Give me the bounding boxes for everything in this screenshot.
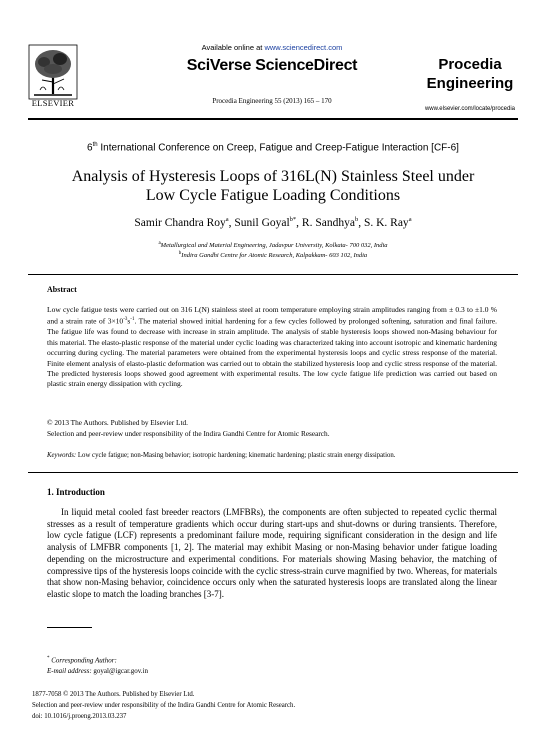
journal-title-line1: Procedia — [438, 56, 502, 73]
elsevier-tree-logo-icon — [28, 44, 78, 100]
available-online-line — [0, 43, 544, 52]
abstract-top-rule — [28, 274, 518, 275]
abstract-text: Low cycle fatigue tests were carried out on 316 L(N) stainless steel at room temperature employing strain amplitudes ranging from ± 0.3 to ±1.0 % and a strain rate of $3\times 10^{-3}s^{-1}$. The material showed initial hardening for a few cycles followed by prolonged softening, saturation and final failure. The fatigue life was found to decrease with increase in strain amplitude. The analysis of stable hysteresis loops showed non-Masing behaviour for this material. The elasto-plastic response of the material under cyclic loading was characterized taking into account isotropic and kinematic hardening occurring during cycling. The material parameters were obtained from the experimental hysteresis loops and cyclic stress response of the material. Finite element analysis of elasto-plastic deformation was carried out to obtain the stabilized hysteresis loop and cyclic stress response of the material. The predicted hysteresis loops showed good agreement with experimental results. The low cycle fatigue life prediction was carried out based on plastic strain energy dissipation with cycling. — [47, 305, 497, 389]
author-email-line: E-mail address: goyal@igcar.gov.in — [47, 667, 148, 675]
platform-name: SciVerse ScienceDirect — [186, 57, 358, 74]
available-prefix: Available online at — [201, 43, 265, 52]
issn-copyright: 1877-7058 © 2013 The Authors. Published by Elsevier Ltd. — [32, 691, 195, 698]
journal-url[interactable]: www.elsevier.com/locate/procedia — [424, 106, 516, 112]
author-email[interactable]: goyal@igcar.gov.in — [91, 667, 148, 675]
author-name: S. K. Ray — [363, 216, 409, 229]
footer-peer-review: Selection and peer-review under responsibility of the Indira Gandhi Centre for Atomic Research. — [32, 702, 296, 709]
article-title — [28, 167, 518, 205]
footnote-divider — [47, 627, 92, 628]
header-divider — [28, 118, 518, 120]
title-line2: Low Cycle Fatigue Loading Conditions — [145, 187, 401, 204]
doi-line[interactable]: doi: 10.1016/j.proeng.2013.03.237 — [32, 713, 127, 720]
keywords-line: Keywords: Low cycle fatigue; non-Masing behavior; isotropic hardening; kinematic hardening; plastic strain energy dissipation. — [47, 452, 396, 459]
title-line1: Analysis of Hysteresis Loops of 316L(N) Stainless Steel under — [71, 168, 475, 185]
abstract-heading: Abstract — [47, 285, 77, 294]
abstract-bottom-rule — [28, 472, 518, 473]
author-list: Samir Chandra Roy$^a$, Sunil Goyal$^{b*}$, R. Sandhya$^b$, S. K. Ray$^a$ — [134, 216, 412, 229]
conference-line: 6th International Conference on Creep, Fatigue and Creep-Fatigue Interaction [CF-6] — [87, 142, 459, 154]
section-heading-introduction: 1. Introduction — [47, 487, 105, 497]
copyright-line: © 2013 The Authors. Published by Elsevier Ltd. — [47, 418, 188, 427]
author-name: Sunil Goyal — [234, 216, 290, 229]
journal-title-line2: Engineering — [426, 75, 514, 92]
journal-citation: Procedia Engineering 55 (2013) 165 – 170 — [212, 97, 332, 105]
journal-title — [420, 55, 520, 93]
peer-review-line: Selection and peer-review under responsibility of the Indira Gandhi Centre for Atomic Research. — [47, 429, 330, 438]
sciencedirect-link[interactable]: www.sciencedirect.com — [264, 43, 343, 52]
affiliation-a: $^a$Metallurgical and Material Engineering, Jadavpur University, Kolkata- 700 032, India — [158, 241, 388, 250]
elsevier-wordmark: ELSEVIER — [31, 98, 75, 108]
affiliation-b: $^b$Indira Gandhi Centre for Atomic Research, Kalpakkam- 603 102, India — [178, 251, 368, 260]
author-name: Samir Chandra Roy — [134, 216, 226, 229]
corresponding-author-note: * Corresponding Author: — [47, 656, 117, 665]
introduction-paragraph: In liquid metal cooled fast breeder reactors (LMFBRs), the components are often subjected to repeated cyclic thermal stresses as a result of temperature gradients which occur during start-ups and shut-downs or during transients. Therefore, low cycle fatigue (LCF) represents a predominant failure mode, requiring significant consideration in the design and life analysis of LMFBR components [1, 2]. The material may exhibit Masing or non-Masing behavior under fatigue loading depending on the microstructure and experimental conditions. For materials showing Masing behavior, the matching of compressive tips of the hysteresis loops coincide with the cyclic stress-strain curve magnified by two. Whereas, for materials that show non-Masing behavior, coincidence occurs only when the saturated hysteresis loops are translated along the linear elastic slope to match the loading branches [3-7]. — [47, 507, 497, 599]
author-name: R. Sandhya — [301, 216, 355, 229]
